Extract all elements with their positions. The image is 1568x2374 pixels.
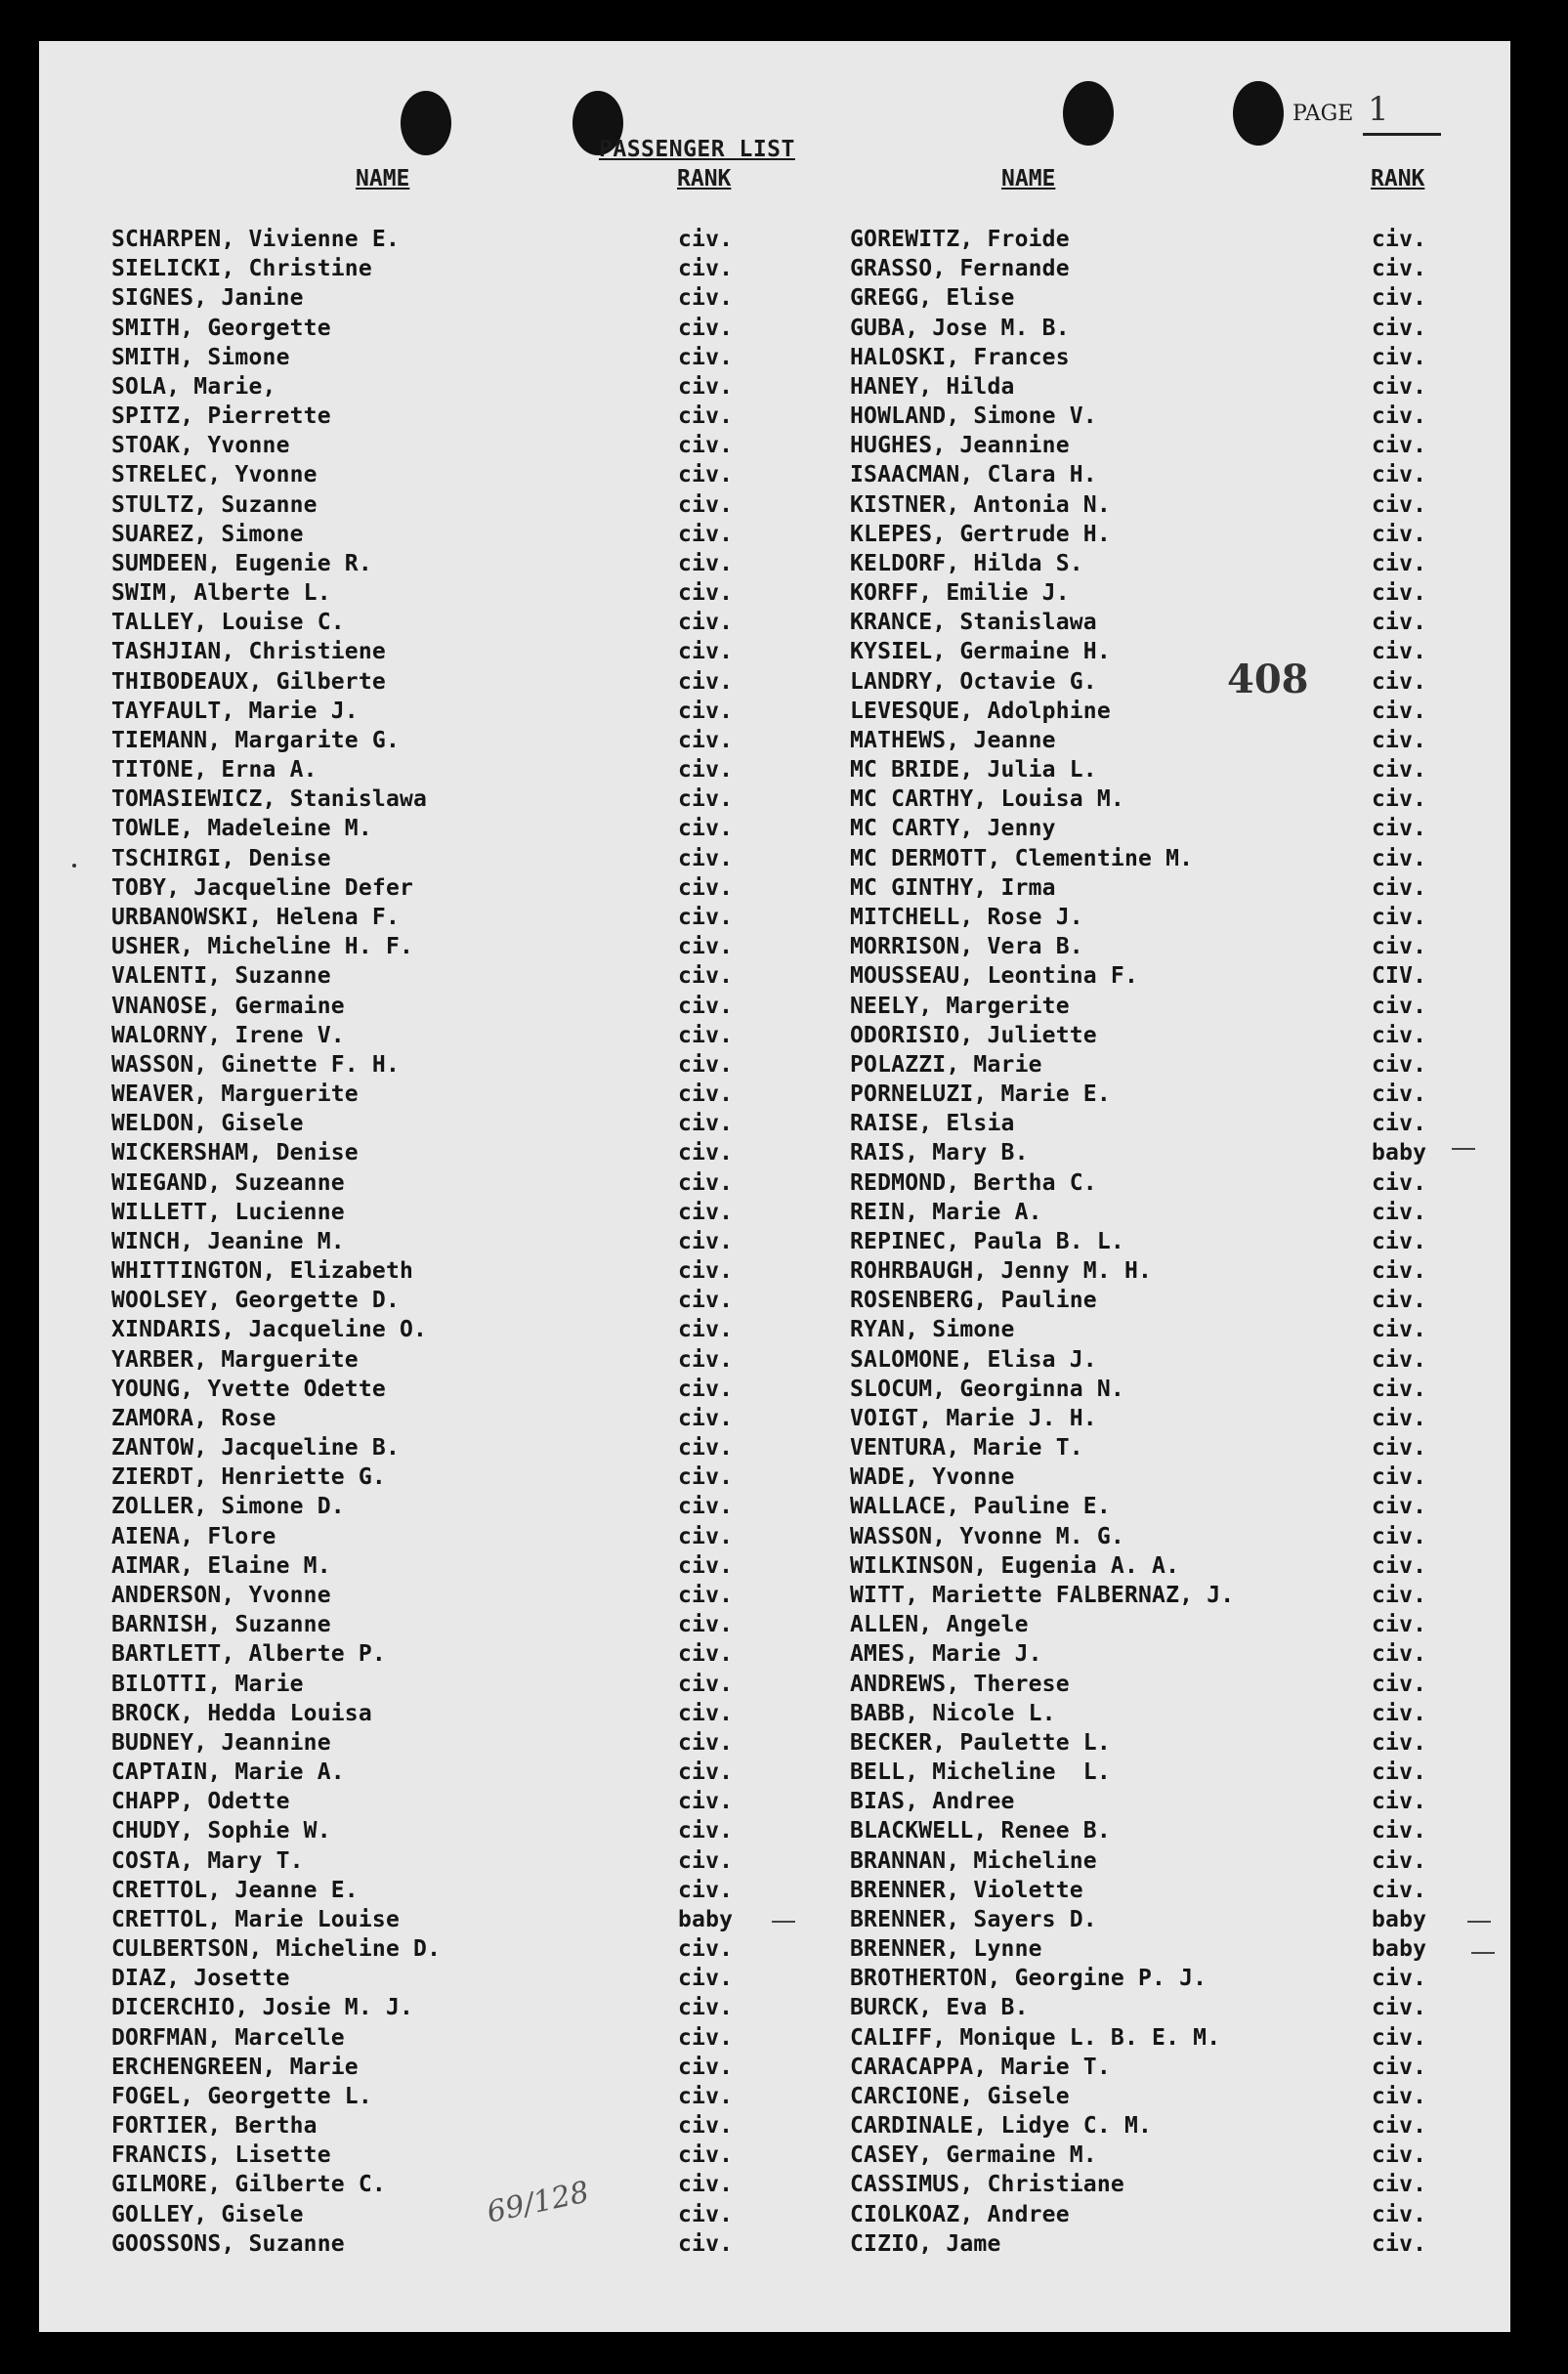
passenger-name: BLACKWELL, Renee B. [850,1818,1111,1844]
passenger-rank: baby [1372,1906,1427,1932]
passenger-rank: civ. [678,727,734,753]
passenger-rank: civ. [1372,1877,1427,1903]
passenger-rank: civ. [1372,1966,1427,1992]
passenger-rank: civ. [678,1140,734,1166]
passenger-rank: civ. [1372,2113,1427,2140]
passenger-name: KLEPES, Gertrude H. [850,521,1111,547]
passenger-rank: civ. [678,1995,734,2021]
passenger-rank: civ. [678,1818,734,1844]
passenger-name: DORFMAN, Marcelle [111,2024,345,2051]
passenger-name: COSTA, Mary T. [111,1847,304,1874]
passenger-name: TOBY, Jacqueline Defer [111,874,414,901]
passenger-rank: civ. [678,786,734,813]
passenger-name: BRENNER, Lynne [850,1936,1042,1963]
passenger-name: WADE, Yvonne [850,1464,1015,1491]
passenger-rank: baby [1372,1936,1427,1963]
passenger-name: BIAS, Andree [850,1789,1015,1815]
passenger-name: SWIM, Alberte L. [111,580,331,607]
passenger-rank: civ. [1372,1641,1427,1668]
passenger-rank: civ. [1372,1789,1427,1815]
passenger-rank: civ. [678,1051,734,1078]
passenger-name: CARDINALE, Lidye C. M. [850,2113,1153,2140]
passenger-rank: baby [678,1906,734,1932]
passenger-rank: civ. [1372,2172,1427,2198]
passenger-rank: civ. [1372,727,1427,753]
passenger-rank: civ. [678,1111,734,1137]
passenger-name: GOREWITZ, Froide [850,227,1070,252]
passenger-name: SALOMONE, Elisa J. [850,1346,1097,1373]
passenger-name: MC CARTHY, Louisa M. [850,786,1124,813]
passenger-name: ODORISIO, Juliette [850,1022,1097,1048]
passenger-rank: civ. [1372,993,1427,1019]
passenger-name: WASSON, Yvonne M. G. [850,1523,1124,1549]
passenger-rank: civ. [1372,1405,1427,1431]
passenger-rank: civ. [1372,433,1427,459]
passenger-name: DIAZ, Josette [111,1966,290,1992]
passenger-name: CRETTOL, Marie Louise [111,1906,400,1932]
passenger-rank: civ. [1372,315,1427,341]
passenger-rank: civ. [678,1199,734,1225]
passenger-name: GUBA, Jose M. B. [850,315,1070,341]
handwritten-note: 69/128 [484,2175,592,2230]
passenger-name: KORFF, Emilie J. [850,580,1070,607]
passenger-name: HOWLAND, Simone V. [850,403,1097,430]
passenger-rank: civ. [1372,1435,1427,1462]
passenger-rank: civ. [1372,1228,1427,1254]
passenger-name: ANDERSON, Yvonne [111,1583,331,1608]
passenger-name: ZANTOW, Jacqueline B. [111,1435,400,1462]
passenger-name: TAYFAULT, Marie J. [111,698,359,724]
passenger-rank: civ. [678,227,734,252]
passenger-name: GRASSO, Fernande [850,256,1070,282]
passenger-name: WILLETT, Lucienne [111,1199,345,1225]
passenger-name: SMITH, Georgette [111,315,331,341]
passenger-name: MC BRIDE, Julia L. [850,757,1097,784]
passenger-rank: civ. [1372,550,1427,576]
passenger-name: SIGNES, Janine [111,285,304,312]
passenger-rank: civ. [1372,1494,1427,1520]
passenger-name: FORTIER, Bertha [111,2113,318,2140]
passenger-rank: civ. [1372,1464,1427,1491]
passenger-rank: civ. [678,1346,734,1373]
passenger-rank: civ. [678,344,734,370]
passenger-rank: civ. [678,2054,734,2080]
passenger-name: TOMASIEWICZ, Stanislawa [111,786,428,813]
margin-tick-mark [772,1921,795,1923]
passenger-name: ERCHENGREEN, Marie [111,2054,359,2080]
passenger-rank: civ. [678,668,734,695]
passenger-name: CARACAPPA, Marie T. [850,2054,1111,2080]
passenger-rank: civ. [1372,610,1427,636]
passenger-name: GILMORE, Gilberte C. [111,2172,386,2198]
passenger-rank: civ. [1372,1700,1427,1726]
passenger-rank: civ. [678,1759,734,1786]
passenger-rank: civ. [678,1612,734,1638]
passenger-rank: civ. [1372,905,1427,930]
passenger-rank: civ. [1372,1671,1427,1697]
passenger-name: SMITH, Simone [111,344,290,370]
passenger-rank: civ. [1372,462,1427,488]
passenger-name: MOUSSEAU, Leontina F. [850,963,1138,990]
passenger-name: CHAPP, Odette [111,1789,290,1815]
passenger-name: WICKERSHAM, Denise [111,1140,359,1166]
passenger-rank: civ. [1372,1051,1427,1078]
passenger-name: TIEMANN, Margarite G. [111,727,400,753]
passenger-name: WALLACE, Pauline E. [850,1494,1111,1520]
list-title: PASSENGER LIST [599,137,795,162]
passenger-rank: CIV. [1372,963,1427,990]
passenger-rank: civ. [1372,1612,1427,1638]
passenger-name: ROHRBAUGH, Jenny M. H. [850,1258,1153,1285]
passenger-name: WILKINSON, Eugenia A. A. [850,1552,1180,1579]
passenger-name: TITONE, Erna A. [111,757,318,784]
passenger-name: CIZIO, Jame [850,2230,1001,2257]
passenger-name: ANDREWS, Therese [850,1671,1070,1697]
passenger-rank: civ. [678,2142,734,2169]
passenger-name: DICERCHIO, Josie M. J. [111,1995,414,2021]
passenger-rank: civ. [678,2024,734,2051]
passenger-name: YARBER, Marguerite [111,1346,359,1373]
passenger-name: RAIS, Mary B. [850,1140,1029,1166]
passenger-rank: civ. [678,698,734,724]
passenger-name: HANEY, Hilda [850,373,1015,400]
passenger-rank: civ. [1372,580,1427,607]
passenger-rank: civ. [678,1966,734,1992]
passenger-name: TASHJIAN, Christiene [111,639,386,665]
passenger-rank: civ. [1372,1288,1427,1314]
passenger-rank: civ. [1372,227,1427,252]
passenger-name: STRELEC, Yvonne [111,462,318,488]
passenger-name: VENTURA, Marie T. [850,1435,1083,1462]
passenger-name: MORRISON, Vera B. [850,934,1083,960]
passenger-name: WASSON, Ginette F. H. [111,1051,400,1078]
passenger-rank: civ. [678,1081,734,1108]
punch-hole [1233,81,1284,146]
passenger-name: STULTZ, Suzanne [111,491,318,518]
passenger-rank: civ. [678,905,734,930]
passenger-rank: civ. [678,874,734,901]
passenger-name: MC GINTHY, Irma [850,874,1056,901]
passenger-name: BRANNAN, Micheline [850,1847,1097,1874]
passenger-rank: civ. [678,1936,734,1963]
passenger-rank: civ. [1372,698,1427,724]
passenger-name: RYAN, Simone [850,1317,1015,1343]
passenger-name: GOOSSONS, Suzanne [111,2230,345,2257]
passenger-name: WEAVER, Marguerite [111,1081,359,1108]
passenger-name: WALORNY, Irene V. [111,1022,345,1048]
stamp-number: 408 [1227,657,1309,702]
passenger-name: CIOLKOAZ, Andree [850,2201,1070,2227]
passenger-rank: civ. [1372,1022,1427,1048]
passenger-rank: civ. [678,1288,734,1314]
passenger-rank: civ. [1372,256,1427,282]
passenger-rank: civ. [678,963,734,990]
passenger-rank: civ. [678,1317,734,1343]
punch-hole [401,91,451,155]
passenger-name: BRENNER, Sayers D. [850,1906,1097,1932]
passenger-name: KISTNER, Antonia N. [850,491,1111,518]
passenger-name: ZIERDT, Henriette G. [111,1464,386,1491]
passenger-rank: civ. [678,491,734,518]
passenger-rank: civ. [1372,1317,1427,1343]
passenger-rank: civ. [1372,2024,1427,2051]
passenger-name: BROCK, Hedda Louisa [111,1700,372,1726]
passenger-name: REDMOND, Bertha C. [850,1169,1097,1196]
passenger-name: USHER, Micheline H. F. [111,934,414,960]
passenger-rank: civ. [1372,1552,1427,1579]
passenger-name: KELDORF, Hilda S. [850,550,1083,576]
passenger-rank: civ. [678,1877,734,1903]
passenger-rank: civ. [1372,1583,1427,1608]
passenger-name: HALOSKI, Frances [850,344,1070,370]
passenger-name: SIELICKI, Christine [111,256,372,282]
right-name-header: NAME [1001,166,1056,191]
passenger-name: CAPTAIN, Marie A. [111,1759,345,1786]
passenger-rank: civ. [678,934,734,960]
passenger-rank: civ. [1372,2054,1427,2080]
margin-dot [72,864,76,868]
passenger-rank: civ. [678,1435,734,1462]
passenger-rank: civ. [678,1258,734,1285]
passenger-name: ROSENBERG, Pauline [850,1288,1097,1314]
passenger-rank: civ. [678,1523,734,1549]
passenger-name: MC DERMOTT, Clementine M. [850,845,1194,871]
passenger-rank: civ. [678,993,734,1019]
passenger-name: BARNISH, Suzanne [111,1612,331,1638]
passenger-name: AMES, Marie J. [850,1641,1042,1668]
passenger-rank: civ. [678,757,734,784]
passenger-name: REIN, Marie A. [850,1199,1042,1225]
passenger-name: BELL, Micheline L. [850,1759,1111,1786]
passenger-rank: civ. [678,550,734,576]
left-name-header: NAME [356,166,410,191]
passenger-name: YOUNG, Yvette Odette [111,1376,386,1402]
left-rank-header: RANK [677,166,732,191]
passenger-rank: civ. [678,1729,734,1756]
passenger-rank: civ. [678,462,734,488]
passenger-rank: civ. [1372,757,1427,784]
passenger-name: CARCIONE, Gisele [850,2083,1070,2109]
passenger-rank: civ. [678,285,734,312]
passenger-name: TALLEY, Louise C. [111,610,345,636]
passenger-name: NEELY, Margerite [850,993,1070,1019]
passenger-name: BARTLETT, Alberte P. [111,1641,386,1668]
passenger-name: SUAREZ, Simone [111,521,304,547]
passenger-rank: civ. [678,580,734,607]
passenger-rank: civ. [678,1169,734,1196]
page-label: PAGE [1293,102,1354,126]
passenger-rank: civ. [1372,1376,1427,1402]
passenger-name: MATHEWS, Jeanne [850,727,1056,753]
passenger-rank: civ. [1372,403,1427,430]
passenger-rank: civ. [678,1671,734,1697]
passenger-rank: civ. [678,315,734,341]
passenger-rank: civ. [678,639,734,665]
passenger-name: GOLLEY, Gisele [111,2201,304,2227]
passenger-rank: civ. [678,1641,734,1668]
passenger-rank: civ. [1372,2083,1427,2109]
passenger-rank: civ. [1372,2201,1427,2227]
passenger-name: CHUDY, Sophie W. [111,1818,331,1844]
passenger-name: THIBODEAUX, Gilberte [111,668,386,695]
passenger-name: BRENNER, Violette [850,1877,1083,1903]
passenger-rank: civ. [678,1552,734,1579]
passenger-name: SUMDEEN, Eugenie R. [111,550,372,576]
passenger-name: REPINEC, Paula B. L. [850,1228,1124,1254]
passenger-name: WITT, Mariette FALBERNAZ, J. [850,1583,1235,1608]
passenger-rank: civ. [1372,344,1427,370]
passenger-rank: civ. [1372,1346,1427,1373]
passenger-name: BILOTTI, Marie [111,1671,304,1697]
passenger-name: CASSIMUS, Christiane [850,2172,1124,2198]
passenger-name: BROTHERTON, Georgine P. J. [850,1966,1208,1992]
passenger-name: PORNELUZI, Marie E. [850,1081,1111,1108]
passenger-rank: civ. [1372,1847,1427,1874]
passenger-rank: civ. [1372,1523,1427,1549]
passenger-rank: civ. [678,1700,734,1726]
passenger-rank: civ. [678,1494,734,1520]
passenger-rank: civ. [1372,1169,1427,1196]
passenger-name: TOWLE, Madeleine M. [111,816,372,842]
margin-tick-mark [1452,1148,1475,1150]
passenger-rank: civ. [1372,668,1427,695]
passenger-rank: civ. [1372,816,1427,842]
passenger-rank: civ. [1372,845,1427,871]
passenger-rank: civ. [678,1022,734,1048]
passenger-rank: civ. [678,403,734,430]
passenger-rank: civ. [1372,521,1427,547]
passenger-name: BUDNEY, Jeannine [111,1729,331,1756]
passenger-rank: civ. [678,1583,734,1608]
passenger-rank: civ. [678,521,734,547]
passenger-name: ZOLLER, Simone D. [111,1494,345,1520]
passenger-rank: civ. [678,610,734,636]
passenger-name: VALENTI, Suzanne [111,963,331,990]
passenger-name: SPITZ, Pierrette [111,403,331,430]
passenger-name: MITCHELL, Rose J. [850,905,1083,930]
passenger-rank: civ. [678,373,734,400]
passenger-rank: civ. [1372,285,1427,312]
passenger-rank: civ. [678,1405,734,1431]
passenger-rank: civ. [1372,1818,1427,1844]
passenger-name: SCHARPEN, Vivienne E. [111,227,400,252]
passenger-rank: civ. [678,1376,734,1402]
passenger-name: GREGG, Elise [850,285,1015,312]
passenger-rank: civ. [678,256,734,282]
passenger-name: KRANCE, Stanislawa [850,610,1097,636]
passenger-rank: civ. [678,2083,734,2109]
passenger-name: AIENA, Flore [111,1523,276,1549]
passenger-rank: civ. [1372,1081,1427,1108]
passenger-name: ALLEN, Angele [850,1612,1029,1638]
passenger-name: BURCK, Eva B. [850,1995,1029,2021]
passenger-name: HUGHES, Jeannine [850,433,1070,459]
passenger-rank: civ. [1372,1258,1427,1285]
passenger-rank: civ. [678,2230,734,2257]
passenger-name: MC CARTY, Jenny [850,816,1056,842]
passenger-name: AIMAR, Elaine M. [111,1552,331,1579]
passenger-rank: civ. [678,2172,734,2198]
passenger-rank: baby [1372,1140,1427,1166]
passenger-name: URBANOWSKI, Helena F. [111,905,400,930]
passenger-name: CALIFF, Monique L. B. E. M. [850,2024,1221,2051]
passenger-name: SLOCUM, Georginna N. [850,1376,1124,1402]
passenger-rank: civ. [1372,2230,1427,2257]
passenger-name: WOOLSEY, Georgette D. [111,1288,400,1314]
passenger-rank: civ. [1372,373,1427,400]
punch-hole [1063,81,1114,146]
passenger-name: XINDARIS, Jacqueline O. [111,1317,428,1343]
passenger-name: WIEGAND, Suzeanne [111,1169,345,1196]
passenger-name: CASEY, Germaine M. [850,2142,1097,2169]
passenger-rank: civ. [678,1464,734,1491]
passenger-rank: civ. [1372,1729,1427,1756]
passenger-name: FRANCIS, Lisette [111,2142,331,2169]
page-number: 1 [1368,90,1389,129]
passenger-name: VNANOSE, Germaine [111,993,345,1019]
passenger-rank: civ. [1372,786,1427,813]
passenger-name: ISAACMAN, Clara H. [850,462,1097,488]
passenger-rank: civ. [678,2201,734,2227]
passenger-rank: civ. [1372,1759,1427,1786]
passenger-rank: civ. [678,845,734,871]
passenger-rank: civ. [678,433,734,459]
passenger-name: BABB, Nicole L. [850,1700,1056,1726]
passenger-name: CRETTOL, Jeanne E. [111,1877,359,1903]
passenger-rank: civ. [1372,1111,1427,1137]
passenger-name: STOAK, Yvonne [111,433,290,459]
passenger-rank: civ. [678,1847,734,1874]
passenger-name: WELDON, Gisele [111,1111,304,1137]
passenger-name: VOIGT, Marie J. H. [850,1405,1097,1431]
margin-tick-mark [1467,1921,1491,1923]
passenger-name: LANDRY, Octavie G. [850,668,1097,695]
passenger-name: BECKER, Paulette L. [850,1729,1111,1756]
passenger-rank: civ. [1372,491,1427,518]
passenger-rank: civ. [1372,1199,1427,1225]
passenger-name: KYSIEL, Germaine H. [850,639,1111,665]
passenger-name: LEVESQUE, Adolphine [850,698,1111,724]
passenger-name: SOLA, Marie, [111,373,276,400]
passenger-rank: civ. [1372,639,1427,665]
passenger-rank: civ. [678,2113,734,2140]
passenger-rank: civ. [678,816,734,842]
passenger-rank: civ. [678,1789,734,1815]
right-rank-header: RANK [1371,166,1425,191]
passenger-rank: civ. [1372,934,1427,960]
passenger-name: RAISE, Elsia [850,1111,1015,1137]
passenger-rank: civ. [1372,2142,1427,2169]
passenger-rank: civ. [1372,874,1427,901]
passenger-name: CULBERTSON, Micheline D. [111,1936,442,1963]
passenger-name: WHITTINGTON, Elizabeth [111,1258,414,1285]
passenger-rank: civ. [678,1228,734,1254]
passenger-name: FOGEL, Georgette L. [111,2083,372,2109]
passenger-name: TSCHIRGI, Denise [111,845,331,871]
passenger-name: ZAMORA, Rose [111,1405,276,1431]
margin-tick-mark [1471,1952,1495,1954]
passenger-name: POLAZZI, Marie [850,1051,1042,1078]
passenger-name: WINCH, Jeanine M. [111,1228,345,1254]
passenger-rank: civ. [1372,1995,1427,2021]
